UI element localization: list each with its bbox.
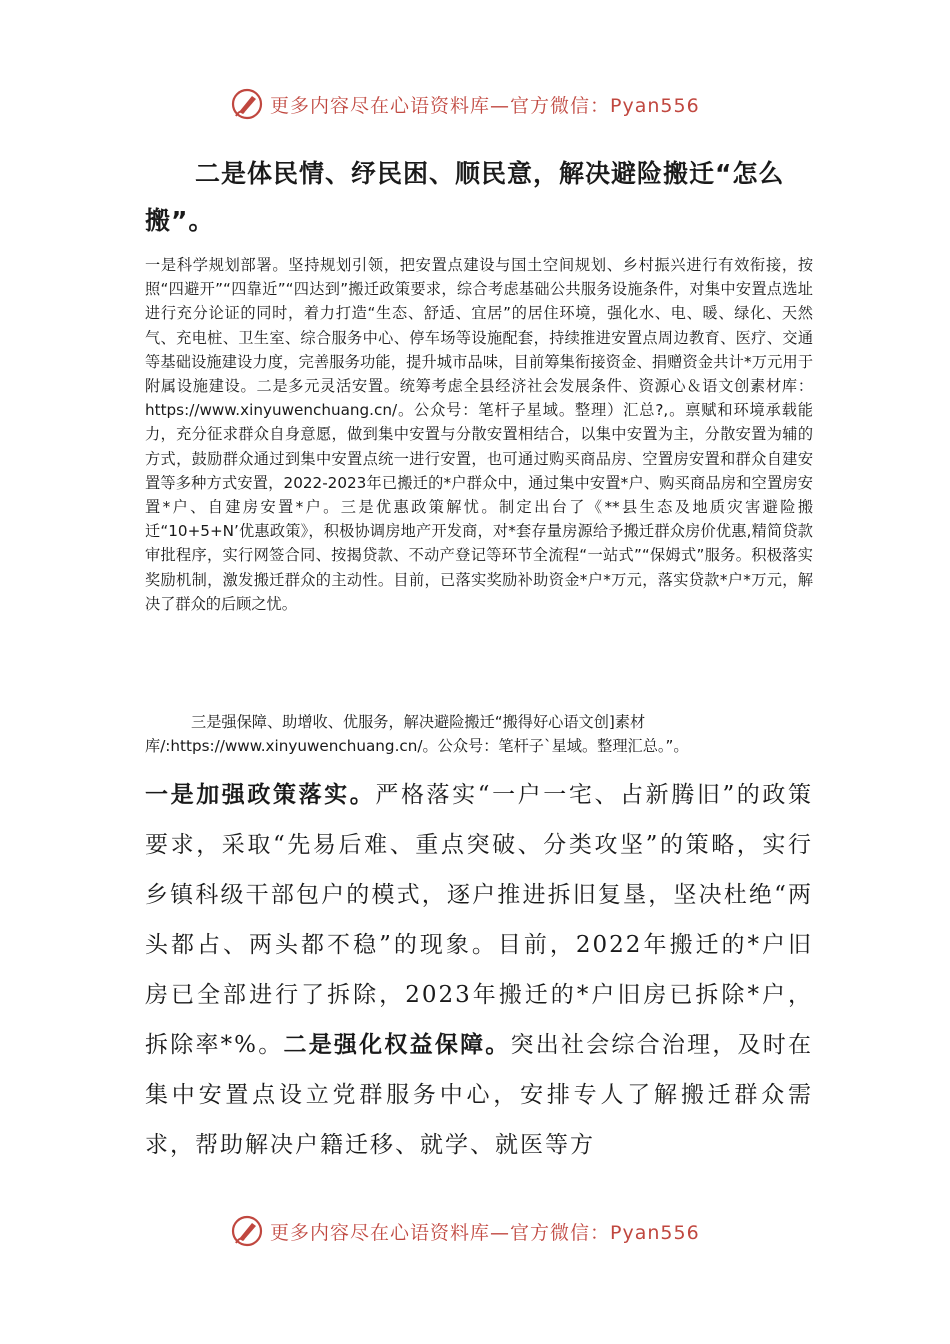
pen-logo-icon: [230, 87, 264, 121]
header-banner: [230, 84, 700, 124]
footer-banner: [230, 1211, 700, 1251]
large-text-2: 突出社会综合治理，及时在集中安置点设立党群服务中心，安排专人了解搬迁群众需求，帮助解决户籍迁移、就学、就医等方: [145, 1032, 813, 1158]
large-text-1: 严格落实“一户一宅、占新腾旧”的政策要求，采取“先易后难、重点突破、分类攻坚”的策略，实行乡镇科级干部包户的模式，逐户推进拆旧复垦，坚决杜绝“两头都占、两头都不稳”的现象。目前，2022年搬迁的*户旧房已全部进行了拆除，2023年搬迁的*户旧房已拆除*户，拆除率*%。: [145, 782, 813, 1058]
body-paragraph-small-2: 三是强保障、助增收、优服务，解决避险搬迁“搬得好心语文创]素材库/:https://www.xinyuwenchuang.cn/。公众号：笔杆子`星域。整理汇总。”。: [145, 713, 689, 756]
banner-text: 更多内容尽在心语资料库—官方微信：Pyan556: [270, 1221, 700, 1244]
body-paragraph-large: [145, 770, 813, 1170]
bold-lead-2: 二是强化权益保障。: [283, 1032, 511, 1058]
section-heading: 二是体民情、纾民困、顺民意，解决避险搬迁“怎么搬”。: [145, 159, 785, 235]
body-paragraph-small: 一是科学规划部署。坚持规划引领，把安置点建设与国土空间规划、乡村振兴进行有效衔接，按照“四避开”“四靠近”“四达到”搬迁政策要求，综合考虑基础公共服务设施条件，对集中安置点选址进行充分论证的同时，着力打造“生态、舒适、宜居”的居住环境，强化水、电、暖、绿化、天然气、充电桩、卫生室、综合服务中心、停车场等设施配套，持续推进安置点周边教育、医疗、交通等基础设施建设力度，完善服务功能，提升城市品味，目前筹集衔接资金、捐赠资金共计*万元用于附属设施建设。二是多元灵活安置。统筹考虑全县经济社会发展条件、资源心＆语文创素材库：https://www.xinyuwenchuang.cn/。公众号：笔杆子星域。整理）汇总?,。禀赋和环境承载能力，充分征求群众自身意愿，做到集中安置与分散安置相结合，以集中安置为主，分散安置为辅的方式，鼓励群众通过到集中安置点统一进行安置，也可通过购买商品房、空置房安置和群众自建安置等多种方式安置，2022-2023年已搬迁的*户群众中，通过集中安置*户、购买商品房和空置房安置*户、自建房安置*户。三是优惠政策解忧。制定出台了《**县生态及地质灾害避险搬迁“10+5+N’优惠政策》，积极协调房地产开发商，对*套存量房源给予搬迁群众房价优惠,精简贷款审批程序，实行网签合同、按揭贷款、不动产登记等环节全流程“一站式”“保姆式”服务。积极落实奖励机制，激发搬迁群众的主动性。目前，已落实奖励补助资金*户*万元，落实贷款*户*万元，解决了群众的后顾之忧。: [145, 256, 813, 613]
pen-logo-icon: [230, 1214, 264, 1248]
banner-text: 更多内容尽在心语资料库—官方微信：Pyan556: [270, 94, 700, 117]
bold-lead-1: 一是加强政策落实。: [145, 782, 376, 808]
